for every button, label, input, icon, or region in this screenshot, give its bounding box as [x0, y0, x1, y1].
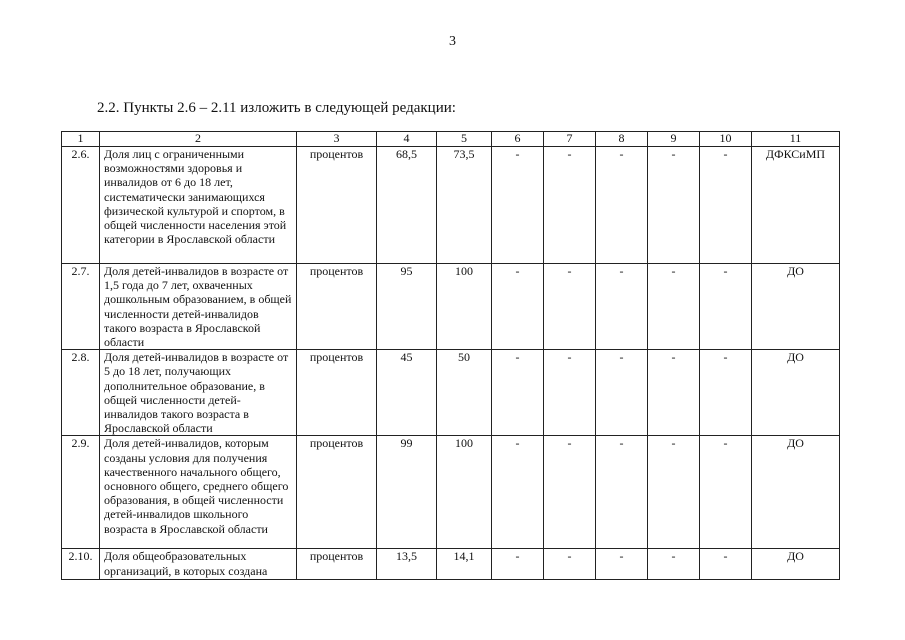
row-value-col9: - — [648, 350, 700, 436]
row-value-col10: - — [700, 549, 752, 580]
row-code: 2.9. — [62, 436, 100, 549]
row-value-col7: - — [544, 549, 596, 580]
row-value-col5: 73,5 — [437, 147, 492, 264]
row-value-col10: - — [700, 264, 752, 350]
row-value-col4: 13,5 — [377, 549, 437, 580]
row-value-col4: 45 — [377, 350, 437, 436]
row-indicator: Доля детей-инвалидов в возрасте от 5 до 18 лет, получающих дополнительное образование, в общей численности детей-инвалидов такого возраста в Ярославской области — [100, 350, 297, 436]
row-responsible: ДО — [752, 436, 840, 549]
row-value-col5: 50 — [437, 350, 492, 436]
row-value-col6: - — [492, 147, 544, 264]
row-value-col9: - — [648, 436, 700, 549]
row-code: 2.8. — [62, 350, 100, 436]
table-row — [62, 549, 840, 580]
row-indicator: Доля лиц с ограниченными возможностями здоровья и инвалидов от 6 до 18 лет, систематически занимающихся физической культурой и спортом, в общей численности населения этой категории в Ярославской области — [100, 147, 297, 264]
column-header: 3 — [297, 132, 377, 147]
column-header: 6 — [492, 132, 544, 147]
row-unit: процентов — [297, 264, 377, 350]
row-unit: процентов — [297, 350, 377, 436]
row-code: 2.7. — [62, 264, 100, 350]
row-unit: процентов — [297, 549, 377, 580]
column-header: 4 — [377, 132, 437, 147]
column-header: 5 — [437, 132, 492, 147]
row-value-col7: - — [544, 436, 596, 549]
table-row — [62, 147, 840, 264]
row-value-col8: - — [596, 549, 648, 580]
row-value-col4: 95 — [377, 264, 437, 350]
row-indicator: Доля общеобразовательных организаций, в которых создана — [100, 549, 297, 580]
row-value-col6: - — [492, 350, 544, 436]
row-code: 2.6. — [62, 147, 100, 264]
row-value-col10: - — [700, 436, 752, 549]
column-header: 8 — [596, 132, 648, 147]
section-heading: 2.2. Пункты 2.6 – 2.11 изложить в следующей редакции: — [97, 100, 456, 116]
column-header: 11 — [752, 132, 840, 147]
row-indicator: Доля детей-инвалидов в возрасте от 1,5 года до 7 лет, охваченных дошкольным образованием, в общей численности детей-инвалидов такого возраста в Ярославской области — [100, 264, 297, 350]
column-header: 7 — [544, 132, 596, 147]
row-unit: процентов — [297, 436, 377, 549]
row-value-col10: - — [700, 350, 752, 436]
row-value-col8: - — [596, 436, 648, 549]
row-code: 2.10. — [62, 549, 100, 580]
row-value-col6: - — [492, 264, 544, 350]
row-responsible: ДО — [752, 549, 840, 580]
row-value-col8: - — [596, 264, 648, 350]
row-unit: процентов — [297, 147, 377, 264]
row-value-col7: - — [544, 350, 596, 436]
column-header: 2 — [100, 132, 297, 147]
row-value-col5: 14,1 — [437, 549, 492, 580]
table-row — [62, 350, 840, 436]
row-responsible: ДО — [752, 264, 840, 350]
row-value-col4: 68,5 — [377, 147, 437, 264]
table-row — [62, 436, 840, 549]
table-header-row — [62, 132, 840, 147]
row-value-col9: - — [648, 549, 700, 580]
row-value-col10: - — [700, 147, 752, 264]
row-responsible: ДФКСиМП — [752, 147, 840, 264]
row-value-col8: - — [596, 350, 648, 436]
column-header: 10 — [700, 132, 752, 147]
row-value-col6: - — [492, 549, 544, 580]
row-value-col6: - — [492, 436, 544, 549]
row-value-col4: 99 — [377, 436, 437, 549]
row-responsible: ДО — [752, 350, 840, 436]
row-value-col5: 100 — [437, 436, 492, 549]
row-value-col5: 100 — [437, 264, 492, 350]
row-indicator: Доля детей-инвалидов, которым созданы условия для получения качественного начального общего, основного общего, среднего общего образования, в общей численности детей-инвалидов школьного возраста в Ярославской области — [100, 436, 297, 549]
row-value-col7: - — [544, 147, 596, 264]
column-header: 1 — [62, 132, 100, 147]
row-value-col9: - — [648, 147, 700, 264]
table-row — [62, 264, 840, 350]
row-value-col9: - — [648, 264, 700, 350]
indicators-table — [61, 131, 840, 580]
row-value-col7: - — [544, 264, 596, 350]
column-header: 9 — [648, 132, 700, 147]
page-number: 3 — [449, 34, 456, 49]
row-value-col8: - — [596, 147, 648, 264]
